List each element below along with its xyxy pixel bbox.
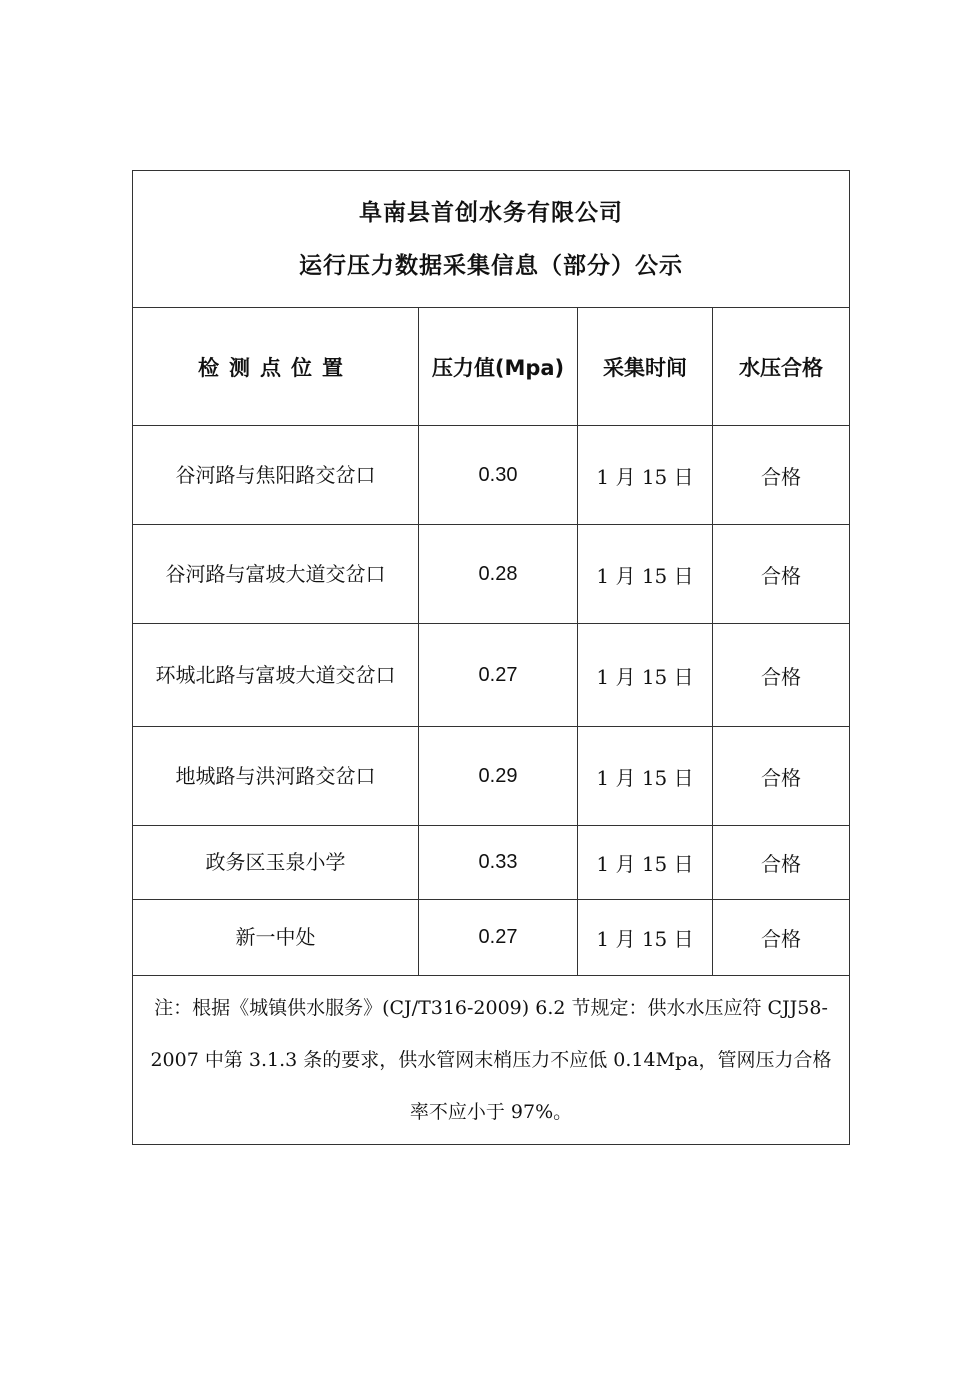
table-row <box>133 727 850 826</box>
time-cell: 1 月 15 日 <box>578 727 713 826</box>
table-title-cell <box>133 171 850 308</box>
table-row <box>133 826 850 900</box>
table-row <box>133 624 850 727</box>
time-cell: 1 月 15 日 <box>578 525 713 624</box>
pressure-cell: 0.27 <box>419 900 578 976</box>
time-cell: 1 月 15 日 <box>578 900 713 976</box>
qualified-cell: 合格 <box>713 426 850 525</box>
pressure-cell: 0.29 <box>419 727 578 826</box>
qualified-cell: 合格 <box>713 624 850 727</box>
location-cell: 新一中处 <box>133 900 419 976</box>
qualified-cell: 合格 <box>713 900 850 976</box>
column-header-qualified: 水压合格 <box>713 308 850 426</box>
time-cell: 1 月 15 日 <box>578 624 713 727</box>
table-row <box>133 900 850 976</box>
qualified-cell: 合格 <box>713 727 850 826</box>
pressure-data-table <box>132 170 850 1145</box>
column-header-time: 采集时间 <box>578 308 713 426</box>
location-cell: 政务区玉泉小学 <box>133 826 419 900</box>
qualified-cell: 合格 <box>713 525 850 624</box>
pressure-cell: 0.33 <box>419 826 578 900</box>
location-cell: 谷河路与富坡大道交岔口 <box>133 525 419 624</box>
location-cell: 谷河路与焦阳路交岔口 <box>133 426 419 525</box>
pressure-cell: 0.27 <box>419 624 578 727</box>
header-row <box>133 308 850 426</box>
column-header-pressure: 压力值(Mpa) <box>419 308 578 426</box>
company-name: 阜南县首创水务有限公司 <box>359 199 623 226</box>
table-row <box>133 525 850 624</box>
location-cell: 地城路与洪河路交岔口 <box>133 727 419 826</box>
column-header-location: 检测点位置 <box>133 308 419 426</box>
pressure-cell: 0.28 <box>419 525 578 624</box>
table-row <box>133 426 850 525</box>
regulation-note: 注：根据《城镇供水服务》(CJ/T316-2009) 6.2 节规定：供水水压应符 CJJ58-2007 中第 3.1.3 条的要求，供水管网末梢压力不应低 0.14Mpa，管网压力合格率不应小于 97%。 <box>133 976 850 1145</box>
time-cell: 1 月 15 日 <box>578 426 713 525</box>
qualified-cell: 合格 <box>713 826 850 900</box>
time-cell: 1 月 15 日 <box>578 826 713 900</box>
location-cell: 环城北路与富坡大道交岔口 <box>133 624 419 727</box>
pressure-cell: 0.30 <box>419 426 578 525</box>
document-title: 运行压力数据采集信息（部分）公示 <box>299 252 683 279</box>
